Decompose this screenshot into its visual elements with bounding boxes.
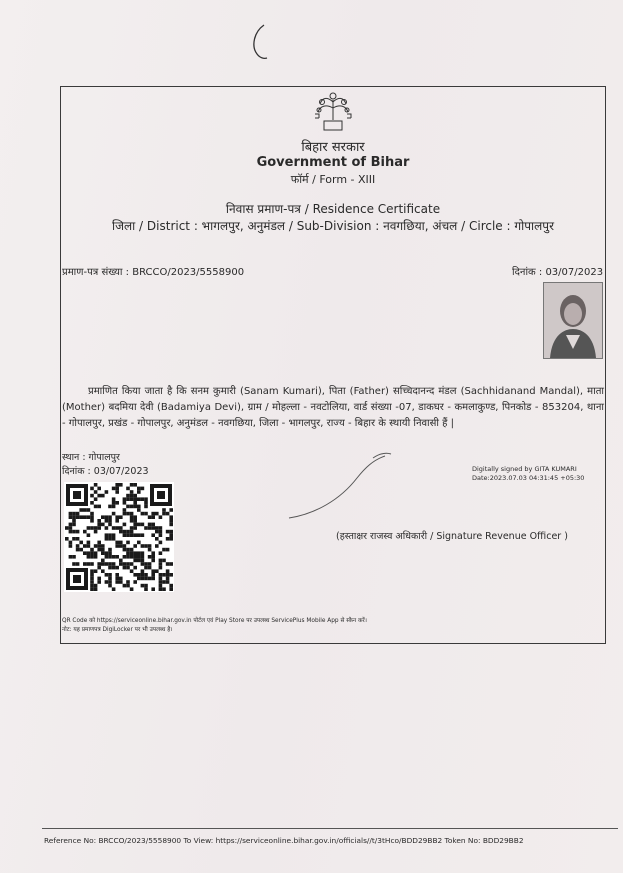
certificate-date: दिनांक : 03/07/2023 [512,267,604,278]
footer-reference: Reference No: BRCCO/2023/5558900 To View: https://serviceonline.bihar.gov.in/officials//t/3tHco/BDD29BB2 Token No: BDD29BB2 [44,836,524,845]
certificate-body: प्रमाणित किया जाता है कि सनम कुमारी (Sanam Kumari), पिता (Father) सच्चिदानन्द मंडल (Sachhidanand Mandal), माता (Mother) बदमिया देवी (Badamiya Devi), ग्राम / मोहल्ला - नवटोलिया, वार्ड संख्या -07, डाकघर - कमलाकुण्ड, पिनकोड - 853204, थाना - गोपालपुर, प्रखंड - गोपालपुर, अनुमंडल - नवगछिया, जिला - भागलपुर, राज्य - बिहार के स्थायी निवासी हैं | [62,386,604,429]
pen-mark [248,22,270,62]
digital-sign-date: Date:2023.07.03 04:31:45 +05:30 [472,474,585,482]
digital-signature-block [472,465,584,483]
qr-scan-note: QR Code को https://serviceonline.bihar.gov.in पोर्टल एवं Play Store पर उपलब्ध ServicePlus Mobile App से स्कैन करें। [62,618,367,624]
qr-note-block [62,617,367,635]
digilocker-note: नोट: यह प्रमाणपत्र DigiLocker पर भी उपलब्ध है। [62,627,173,633]
form-number: फॉर्म / Form - XIII [290,173,376,186]
handwritten-signature [285,448,395,523]
footer-divider [42,828,618,829]
certificate-number: प्रमाण-पत्र संख्या : BRCCO/2023/5558900 [62,267,245,278]
certificate-title: निवास प्रमाण-पत्र / Residence Certificate [225,202,441,216]
gov-english: Government of Bihar [256,155,410,170]
gov-hindi: बिहार सरकार [301,140,365,155]
bihar-emblem-icon [310,88,356,134]
signature-label: (हस्ताक्षर राजस्व अधिकारी / Signature Revenue Officer ) [336,531,568,542]
issue-place: स्थान : गोपालपुर [62,452,120,463]
qr-code[interactable] [64,482,174,592]
digital-signed-by: Digitally signed by GITA KUMARI [472,465,577,473]
issue-date: दिनांक : 03/07/2023 [62,466,149,477]
applicant-photo [543,282,603,359]
jurisdiction: जिला / District : भागलपुर, अनुमंडल / Sub-Division : नवगछिया, अंचल / Circle : गोपालपुर [111,219,555,233]
